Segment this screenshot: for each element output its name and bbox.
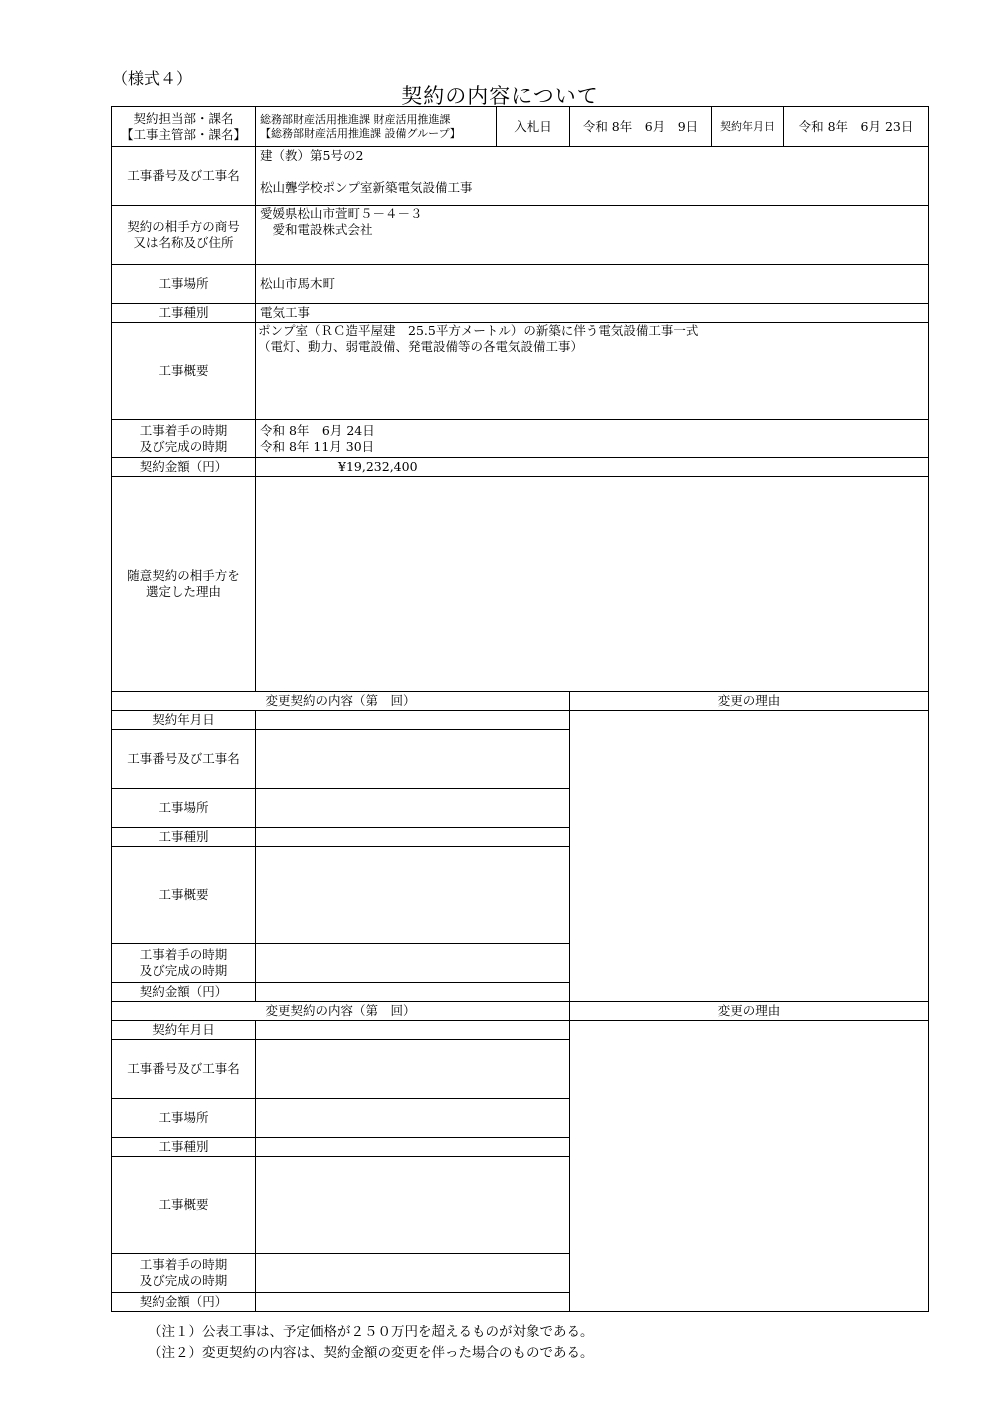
location-value: 松山市馬木町 xyxy=(256,265,929,304)
dept-value-1: 総務部財産活用推進課 財産活用推進課 xyxy=(260,112,451,126)
bid-date-value: 令和 8年 6月 9日 xyxy=(570,107,712,147)
form-number: （様式４） xyxy=(112,69,193,88)
period-cell xyxy=(256,420,929,458)
change-reason-header: 変更の理由 xyxy=(570,692,929,711)
change-type-label: 工事種別 xyxy=(112,1138,256,1157)
summary-line1: ポンプ室（ＲＣ造平屋建 25.5平方メートル）の新築に伴う電気設備工事一式 xyxy=(258,323,699,338)
reason-label-1: 随意契約の相手方を xyxy=(127,568,240,583)
location-label: 工事場所 xyxy=(112,265,256,304)
change-period-label-1: 工事着手の時期 xyxy=(139,947,228,962)
summary-row xyxy=(112,323,929,420)
change-block-header xyxy=(112,1002,929,1021)
change-period-label-cell xyxy=(112,1254,256,1293)
period-start: 令和 8年 6月 24日 xyxy=(260,422,375,438)
dept-label-2: 【工事主管部・課名】 xyxy=(120,126,246,142)
reason-row xyxy=(112,477,929,692)
dept-value-cell xyxy=(256,107,497,147)
change-location-label: 工事場所 xyxy=(112,789,256,828)
amount-label: 契約金額（円） xyxy=(112,458,256,477)
bid-date-label: 入札日 xyxy=(497,107,570,147)
change-block-header xyxy=(112,692,929,711)
change-project-no-label: 工事番号及び工事名 xyxy=(112,1040,256,1099)
change-summary-value xyxy=(256,847,570,944)
amount-value: ¥19,232,400 xyxy=(256,458,929,477)
change-location-value xyxy=(256,789,570,828)
counterparty-label-cell xyxy=(112,206,256,265)
change-type-value xyxy=(256,1138,570,1157)
change-amount-label: 契約金額（円） xyxy=(112,983,256,1002)
change-contract-date-row xyxy=(112,1021,929,1040)
change-summary-label: 工事概要 xyxy=(112,847,256,944)
change-location-value xyxy=(256,1099,570,1138)
change-contract-date-value xyxy=(256,1021,570,1040)
period-label-1: 工事着手の時期 xyxy=(139,422,228,438)
change-period-label-1: 工事着手の時期 xyxy=(139,1257,228,1272)
change-period-label-2: 及び完成の時期 xyxy=(139,963,228,978)
reason-label-cell xyxy=(112,477,256,692)
change-type-label: 工事種別 xyxy=(112,828,256,847)
header-row xyxy=(112,107,929,147)
period-label-2: 及び完成の時期 xyxy=(139,438,228,454)
change-amount-value xyxy=(256,1293,570,1312)
note-1: （注１）公表工事は、予定価格が２５０万円を超えるものが対象である。 xyxy=(148,1324,594,1340)
change-contract-date-label: 契約年月日 xyxy=(112,1021,256,1040)
note-2: （注２）変更契約の内容は、契約金額の変更を伴った場合のものである。 xyxy=(148,1345,594,1361)
counterparty-name: 愛和電設株式会社 xyxy=(260,222,373,237)
change-location-label: 工事場所 xyxy=(112,1099,256,1138)
counterparty-label-2: 又は名称及び住所 xyxy=(133,235,234,250)
contract-date-value: 令和 8年 6月 23日 xyxy=(784,107,929,147)
dept-label-1: 契約担当部・課名 xyxy=(133,110,234,126)
reason-value xyxy=(256,477,929,692)
project-no-label: 工事番号及び工事名 xyxy=(112,147,256,206)
change-type-value xyxy=(256,828,570,847)
reason-label-2: 選定した理由 xyxy=(145,584,221,599)
counterparty-row xyxy=(112,206,929,265)
change-project-no-value xyxy=(256,1040,570,1099)
contract-date-label: 契約年月日 xyxy=(712,107,784,147)
change-content-header: 変更契約の内容（第 回） xyxy=(112,692,570,711)
change-contract-date-label: 契約年月日 xyxy=(112,711,256,730)
project-no-row xyxy=(112,147,929,206)
counterparty-cell xyxy=(256,206,929,265)
period-label-cell xyxy=(112,420,256,458)
change-period-value xyxy=(256,944,570,983)
change-contract-date-value xyxy=(256,711,570,730)
change-period-value xyxy=(256,1254,570,1293)
change-project-no-label: 工事番号及び工事名 xyxy=(112,730,256,789)
change-reason-header: 変更の理由 xyxy=(570,1002,929,1021)
type-label: 工事種別 xyxy=(112,304,256,323)
dept-value-2: 【総務部財産活用推進課 設備グループ】 xyxy=(260,126,461,140)
change-summary-value xyxy=(256,1157,570,1254)
counterparty-label-1: 契約の相手方の商号 xyxy=(127,219,240,234)
period-end: 令和 8年 11月 30日 xyxy=(260,438,375,454)
change-period-label-cell xyxy=(112,944,256,983)
project-no-cell xyxy=(256,147,929,206)
change-content-header: 変更契約の内容（第 回） xyxy=(112,1002,570,1021)
change-project-no-value xyxy=(256,730,570,789)
project-no-line1: 建（教）第5号の2 xyxy=(260,148,364,163)
change-amount-label: 契約金額（円） xyxy=(112,1293,256,1312)
counterparty-address: 愛媛県松山市萱町５－４－３ xyxy=(260,206,423,221)
location-row xyxy=(112,265,929,304)
summary-label: 工事概要 xyxy=(112,323,256,420)
change-contract-date-row xyxy=(112,711,929,730)
project-name: 松山聾学校ポンプ室新築電気設備工事 xyxy=(260,180,473,195)
notes xyxy=(148,1322,594,1364)
contract-table xyxy=(111,106,929,1312)
type-row xyxy=(112,304,929,323)
change-summary-label: 工事概要 xyxy=(112,1157,256,1254)
change-period-label-2: 及び完成の時期 xyxy=(139,1273,228,1288)
document-title: 契約の内容について xyxy=(401,84,599,108)
change-reason-value xyxy=(570,1021,929,1312)
summary-cell xyxy=(256,323,929,420)
dept-label-cell xyxy=(112,107,256,147)
period-row xyxy=(112,420,929,458)
change-reason-value xyxy=(570,711,929,1002)
type-value: 電気工事 xyxy=(256,304,929,323)
change-amount-value xyxy=(256,983,570,1002)
amount-row xyxy=(112,458,929,477)
summary-line2: （電灯、動力、弱電設備、発電設備等の各電気設備工事） xyxy=(258,339,584,354)
